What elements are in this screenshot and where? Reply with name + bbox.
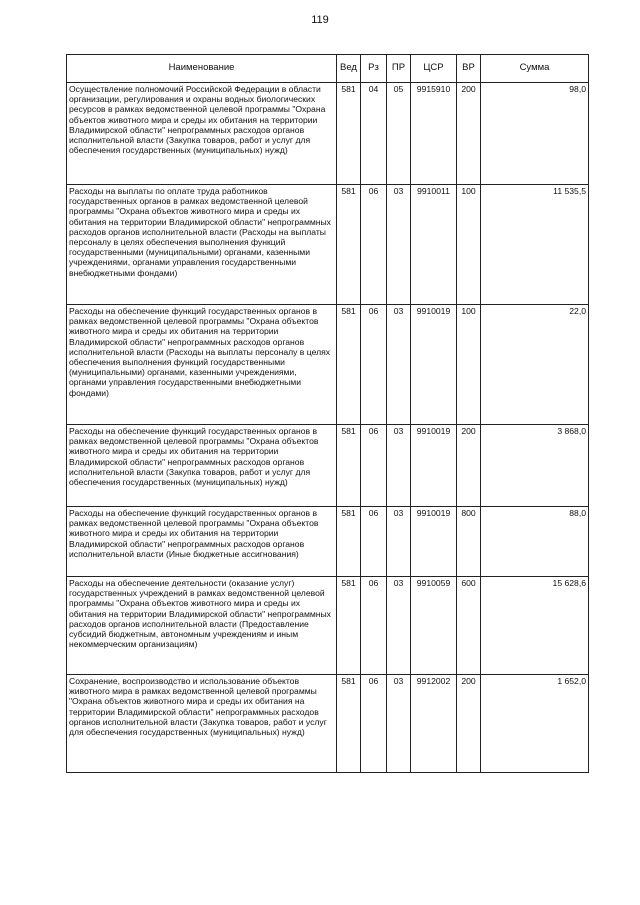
- row-rz: 06: [361, 507, 387, 577]
- row-ved: 581: [337, 305, 361, 425]
- row-rz: 06: [361, 185, 387, 305]
- row-rz: 04: [361, 83, 387, 185]
- row-pr: 03: [387, 305, 411, 425]
- row-sum: 1 652,0: [481, 675, 589, 773]
- row-sum: 22,0: [481, 305, 589, 425]
- row-name: Осуществление полномочий Российской Федерации в области организации, регулирования и охраны водных биологических ресурсов в рамках ведомственной целевой программы "Охрана объектов животного мира и среды их обитания на территории Владимирской области" непрограммных расходов органов исполнительной власти (Закупка товаров, работ и услуг для обеспечения государственных (муниципальных) нужд): [67, 83, 337, 185]
- row-sum: 3 868,0: [481, 425, 589, 507]
- row-rz: 06: [361, 675, 387, 773]
- header-csr: ЦСР: [411, 55, 457, 83]
- row-rz: 06: [361, 577, 387, 675]
- table-row: [67, 305, 589, 425]
- row-pr: 03: [387, 577, 411, 675]
- row-csr: 9910019: [411, 507, 457, 577]
- row-vr: 200: [457, 83, 481, 185]
- row-name: Расходы на обеспечение функций государственных органов в рамках ведомственной целевой программы "Охрана объектов животного мира и среды их обитания на территории Владимирской области" непрограммных расходов органов исполнительной власти (Иные бюджетные ассигнования): [67, 507, 337, 577]
- table-row: [67, 675, 589, 773]
- row-ved: 581: [337, 83, 361, 185]
- row-vr: 100: [457, 305, 481, 425]
- row-sum: 88,0: [481, 507, 589, 577]
- row-ved: 581: [337, 507, 361, 577]
- row-ved: 581: [337, 425, 361, 507]
- row-pr: 03: [387, 507, 411, 577]
- header-rz: Рз: [361, 55, 387, 83]
- budget-table: [66, 54, 589, 773]
- row-vr: 100: [457, 185, 481, 305]
- table-row: [67, 185, 589, 305]
- row-pr: 03: [387, 675, 411, 773]
- row-name: Сохранение, воспроизводство и использование объектов животного мира в рамках ведомственной целевой программы "Охрана объектов животного мира и среды их обитания на территории Владимирской области" непрограммных расходов органов исполнительной власти (Закупка товаров, работ и услуг для обеспечения государственных (муниципальных) нужд): [67, 675, 337, 773]
- row-rz: 06: [361, 305, 387, 425]
- table-row: [67, 507, 589, 577]
- row-csr: 9910059: [411, 577, 457, 675]
- row-ved: 581: [337, 675, 361, 773]
- table-row: [67, 577, 589, 675]
- row-pr: 05: [387, 83, 411, 185]
- row-sum: 11 535,5: [481, 185, 589, 305]
- table-header-row: [67, 55, 589, 83]
- row-name: Расходы на обеспечение функций государственных органов в рамках ведомственной целевой программы "Охрана объектов животного мира и среды их обитания на территории Владимирской области" непрограммных расходов органов исполнительной власти (Закупка товаров, работ и услуг для обеспечения государственных (муниципальных) нужд): [67, 425, 337, 507]
- row-csr: 9915910: [411, 83, 457, 185]
- table-row: [67, 83, 589, 185]
- row-rz: 06: [361, 425, 387, 507]
- page-number: 119: [311, 14, 329, 26]
- row-ved: 581: [337, 185, 361, 305]
- row-csr: 9910019: [411, 425, 457, 507]
- header-vr: ВР: [457, 55, 481, 83]
- row-csr: 9912002: [411, 675, 457, 773]
- row-vr: 800: [457, 507, 481, 577]
- row-name: Расходы на выплаты по оплате труда работников государственных органов в рамках ведомственной целевой программы "Охрана объектов животного мира и среды их обитания на территории Владимирской области" непрограммных расходов органов исполнительной власти (Расходы на выплаты персоналу в целях обеспечения выполнения функций государственными (муниципальными) органами, казенными учреждениями, органами управления государственными внебюджетными фондами): [67, 185, 337, 305]
- row-sum: 15 628,6: [481, 577, 589, 675]
- table-row: [67, 425, 589, 507]
- row-csr: 9910011: [411, 185, 457, 305]
- row-pr: 03: [387, 185, 411, 305]
- header-pr: ПР: [387, 55, 411, 83]
- header-name: Наименование: [67, 55, 337, 83]
- row-vr: 600: [457, 577, 481, 675]
- row-name: Расходы на обеспечение деятельности (оказание услуг) государственных учреждений в рамках ведомственной целевой программы "Охрана объектов животного мира и среды их обитания на территории Владимирской области" непрограммных расходов органов исполнительной власти (Предоставление субсидий бюджетным, автономным учреждениям и иным некоммерческим организациям): [67, 577, 337, 675]
- header-ved: Вед: [337, 55, 361, 83]
- row-vr: 200: [457, 425, 481, 507]
- row-pr: 03: [387, 425, 411, 507]
- row-sum: 98,0: [481, 83, 589, 185]
- row-vr: 200: [457, 675, 481, 773]
- row-name: Расходы на обеспечение функций государственных органов в рамках ведомственной целевой программы "Охрана объектов животного мира и среды их обитания на территории Владимирской области" непрограммных расходов органов исполнительной власти (Расходы на выплаты персоналу в целях обеспечения выполнения функций государственными (муниципальными) органами, казенными учреждениями, органами управления государственными внебюджетными фондами): [67, 305, 337, 425]
- row-ved: 581: [337, 577, 361, 675]
- header-sum: Сумма: [481, 55, 589, 83]
- row-csr: 9910019: [411, 305, 457, 425]
